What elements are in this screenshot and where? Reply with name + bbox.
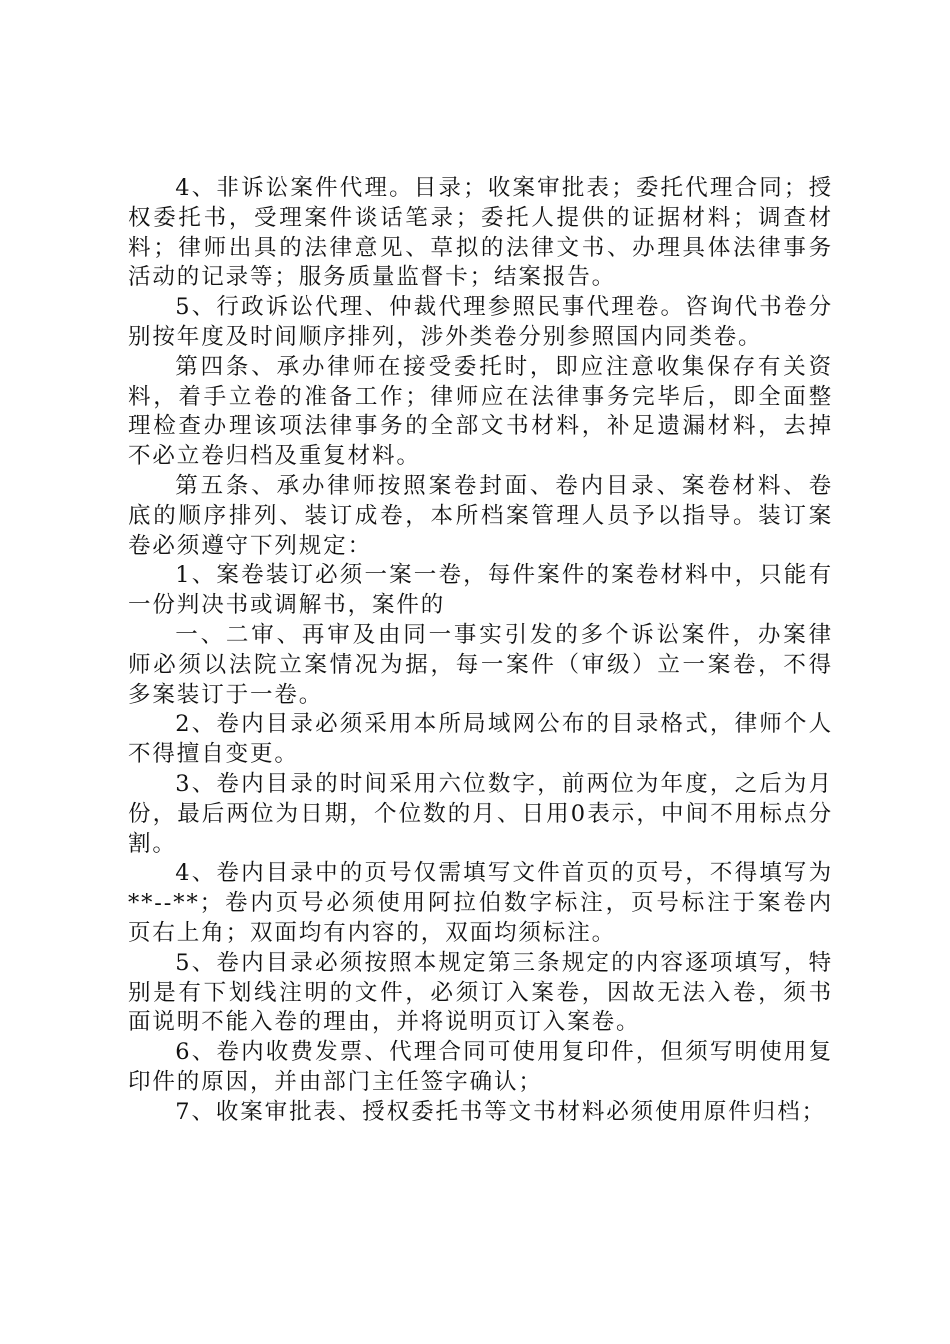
paragraph-article-five: 第五条、承办律师按照案卷封面、卷内目录、案卷材料、卷底的顺序排列、装订成卷，本所档案管理人员予以指导。装订案卷必须遵守下列规定：: [128, 472, 833, 559]
paragraph-rule-6: 6、卷内收费发票、代理合同可使用复印件，但须写明使用复印件的原因，并由部门主任签字确认；: [128, 1039, 833, 1095]
paragraph-rule-2: 2、卷内目录必须采用本所局域网公布的目录格式，律师个人不得擅自变更。: [128, 711, 833, 768]
paragraph-rule-1: 1、案卷装订必须一案一卷，每件案件的案卷材料中，只能有一份判决书或调解书，案件的: [128, 562, 833, 619]
paragraph-rule-1-continued: 一、二审、再审及由同一事实引发的多个诉讼案件，办案律师必须以法院立案情况为据，每一案件（审级）立一案卷，不得多案装订于一卷。: [128, 621, 833, 708]
paragraph-rule-7: 7、收案审批表、授权委托书等文书材料必须使用原件归档；: [175, 1098, 826, 1125]
paragraph-non-litigation-agency: 4、非诉讼案件代理。目录；收案审批表；委托代理合同；授权委托书，受理案件谈话笔录；委托人提供的证据材料；调查材料；律师出具的法律意见、草拟的法律文书、办理具体法律事务活动的记录等；服务质量监督卡；结案报告。: [128, 175, 833, 291]
paragraph-rule-4: 4、卷内目录中的页号仅需填写文件首页的页号，不得填写为**--**；卷内页号必须使用阿拉伯数字标注，页号标注于案卷内页右上角；双面均有内容的，双面均须标注。: [128, 860, 833, 946]
paragraph-rule-3: 3、卷内目录的时间采用六位数字，前两位为年度，之后为月份，最后两位为日期，个位数的月、日用0表示，中间不用标点分割。: [128, 770, 833, 857]
paragraph-rule-5: 5、卷内目录必须按照本规定第三条规定的内容逐项填写，特别是有下划线注明的文件，必须订入案卷，因故无法入卷，须书面说明不能入卷的理由，并将说明页订入案卷。: [128, 949, 833, 1036]
paragraph-administrative-litigation: 5、行政诉讼代理、仲裁代理参照民事代理卷。咨询代书卷分别按年度及时间顺序排列，涉外类卷分别参照国内同类卷。: [128, 294, 833, 350]
paragraph-article-four: 第四条、承办律师在接受委托时，即应注意收集保存有关资料，着手立卷的准备工作；律师应在法律事务完毕后，即全面整理检查办理该项法律事务的全部文书材料，补足遗漏材料，去掉不必立卷归档及重复材料。: [128, 353, 833, 470]
document-body: [128, 174, 833, 1128]
